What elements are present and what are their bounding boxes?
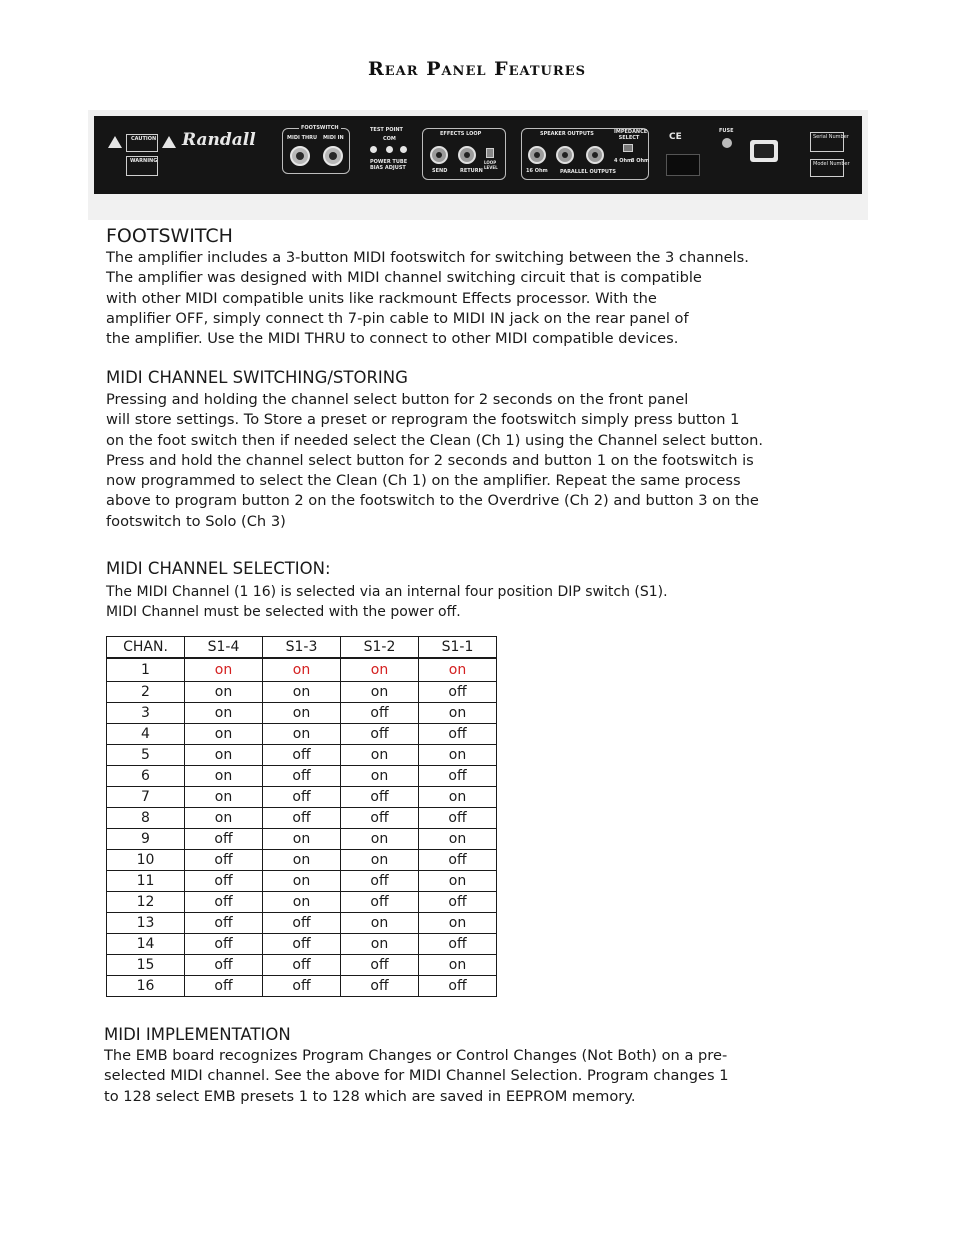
channel-cell: 12 — [107, 892, 185, 913]
switch-state-cell: on — [341, 934, 419, 955]
channel-cell: 9 — [107, 829, 185, 850]
label-plate — [666, 154, 700, 176]
channel-cell: 5 — [107, 745, 185, 766]
switch-state-cell: off — [263, 808, 341, 829]
selection-heading: MIDI CHANNEL SELECTION: — [106, 559, 331, 578]
switch-state-cell: on — [419, 913, 497, 934]
channel-cell: 7 — [107, 787, 185, 808]
switch-state-cell: off — [185, 850, 263, 871]
switch-state-cell: off — [185, 976, 263, 997]
table-row — [107, 892, 497, 913]
switch-state-cell: on — [419, 745, 497, 766]
switch-state-cell: off — [419, 892, 497, 913]
footswitch-heading: FOOTSWITCH — [106, 225, 233, 247]
com-label: COM — [383, 136, 396, 142]
column-header: S1-4 — [185, 637, 263, 659]
table-row — [107, 976, 497, 997]
test-point-dot — [386, 146, 393, 153]
channel-cell: 10 — [107, 850, 185, 871]
switch-state-cell: on — [419, 829, 497, 850]
switch-state-cell: on — [263, 682, 341, 703]
warning-triangle-icon — [108, 136, 122, 148]
switch-state-cell: off — [341, 808, 419, 829]
speaker-output-jack — [586, 146, 604, 164]
bias-adjust-label: POWER TUBE BIAS ADJUST — [370, 159, 408, 171]
channel-cell: 8 — [107, 808, 185, 829]
switch-state-cell: off — [341, 892, 419, 913]
switch-state-cell: on — [185, 787, 263, 808]
dip-switch-table — [106, 636, 497, 997]
switch-state-cell: off — [419, 724, 497, 745]
switch-state-cell: on — [419, 871, 497, 892]
switch-state-cell: off — [263, 745, 341, 766]
switch-state-cell: off — [185, 934, 263, 955]
switch-state-cell: off — [263, 955, 341, 976]
table-row — [107, 934, 497, 955]
switch-state-cell: off — [341, 703, 419, 724]
implementation-text: The EMB board recognizes Program Changes or Control Changes (Not Both) on a pre- selected MIDI channel. See the above for MIDI Channel Selection. Program changes 1 to 128 select EMB presets 1 to 128 which are saved in EEPROM memory. — [104, 1047, 729, 1105]
switch-state-cell: on — [185, 724, 263, 745]
table-row — [107, 787, 497, 808]
8-ohm-label: 8 Ohm — [631, 158, 650, 164]
column-header: S1-2 — [341, 637, 419, 659]
midi-in-label: MIDI IN — [323, 135, 344, 141]
table-row — [107, 955, 497, 976]
serial-number-plate: Serial Number — [810, 132, 844, 152]
warning-plate: WARNING — [126, 156, 158, 176]
table-row — [107, 766, 497, 787]
switch-state-cell: on — [263, 724, 341, 745]
switch-state-cell: off — [185, 892, 263, 913]
midi-thru-label: MIDI THRU — [287, 135, 318, 141]
test-point-dot — [400, 146, 407, 153]
switching-heading: MIDI CHANNEL SWITCHING/STORING — [106, 368, 408, 387]
power-inlet — [750, 140, 778, 162]
return-jack — [458, 146, 476, 164]
switch-state-cell: on — [185, 658, 263, 682]
switch-state-cell: off — [419, 766, 497, 787]
switch-state-cell: on — [185, 745, 263, 766]
switch-state-cell: off — [341, 724, 419, 745]
midi-in-jack — [323, 146, 343, 166]
switch-state-cell: on — [341, 658, 419, 682]
switch-state-cell: on — [185, 808, 263, 829]
table-row — [107, 745, 497, 766]
4-ohm-label: 4 Ohm — [614, 158, 633, 164]
fuse-label: FUSE — [719, 128, 734, 134]
send-label: SEND — [432, 168, 448, 174]
channel-cell: 6 — [107, 766, 185, 787]
switch-state-cell: off — [263, 766, 341, 787]
switch-state-cell: on — [341, 913, 419, 934]
channel-cell: 16 — [107, 976, 185, 997]
switch-state-cell: on — [263, 829, 341, 850]
switch-state-cell: on — [263, 871, 341, 892]
table-row — [107, 724, 497, 745]
switch-state-cell: off — [263, 787, 341, 808]
rear-panel — [94, 116, 862, 194]
16-ohm-label: 16 Ohm — [526, 168, 548, 174]
effects-loop-label: EFFECTS LOOP — [440, 131, 482, 137]
table-row — [107, 703, 497, 724]
parallel-outputs-label: PARALLEL OUTPUTS — [560, 169, 616, 175]
switch-state-cell: off — [341, 871, 419, 892]
switch-state-cell: off — [419, 934, 497, 955]
column-header: CHAN. — [107, 637, 185, 659]
table-row — [107, 682, 497, 703]
switch-state-cell: on — [185, 766, 263, 787]
channel-cell: 14 — [107, 934, 185, 955]
switch-state-cell: off — [419, 850, 497, 871]
table-row — [107, 871, 497, 892]
implementation-heading: MIDI IMPLEMENTATION — [104, 1025, 291, 1044]
switch-state-cell: on — [341, 682, 419, 703]
speaker-output-jack — [556, 146, 574, 164]
table-row — [107, 658, 497, 682]
switch-state-cell: on — [185, 703, 263, 724]
switch-state-cell: on — [263, 850, 341, 871]
footswitch-text: The amplifier includes a 3-button MIDI footswitch for switching between the 3 channels. The amplifier was designed with MIDI channel switching circuit that is compatible with other MIDI compatible units like rackmount Effects processor. With the amplifier OFF, simply connect th 7-pin cable to MIDI IN jack on the rear panel of the amplifier. Use the MIDI THRU to connect to other MIDI compatible devices. — [106, 249, 749, 348]
impedance-switch — [623, 144, 633, 152]
table-row — [107, 829, 497, 850]
table-header-row — [107, 637, 497, 659]
switch-state-cell: off — [263, 976, 341, 997]
loop-level-control — [486, 148, 494, 158]
switch-state-cell: on — [419, 703, 497, 724]
switch-state-cell: on — [263, 658, 341, 682]
switch-state-cell: off — [341, 976, 419, 997]
switch-state-cell: off — [419, 808, 497, 829]
switch-state-cell: off — [341, 787, 419, 808]
warning-triangle-icon — [162, 136, 176, 148]
fuse-holder — [722, 138, 732, 148]
midi-thru-jack — [290, 146, 310, 166]
page-title: Rear Panel Features — [367, 58, 586, 80]
switch-state-cell: off — [419, 682, 497, 703]
return-label: RETURN — [460, 168, 483, 174]
column-header: S1-1 — [419, 637, 497, 659]
column-header: S1-3 — [263, 637, 341, 659]
switch-state-cell: on — [341, 850, 419, 871]
rear-panel-image — [88, 110, 868, 220]
switch-state-cell: on — [341, 745, 419, 766]
switch-state-cell: on — [419, 787, 497, 808]
switch-state-cell: off — [263, 934, 341, 955]
ce-mark-icon: CE — [669, 132, 682, 142]
loop-level-label: LOOP LEVEL — [484, 160, 498, 170]
table-row — [107, 913, 497, 934]
impedance-select-label: IMPEDANCE SELECT — [614, 129, 648, 141]
footswitch-label: FOOTSWITCH — [301, 125, 339, 131]
switch-state-cell: on — [341, 766, 419, 787]
model-number-plate: Model Number — [810, 159, 844, 177]
switch-state-cell: on — [419, 658, 497, 682]
switch-state-cell: off — [419, 976, 497, 997]
switching-text: Pressing and holding the channel select button for 2 seconds on the front panel will store settings. To Store a preset or reprogram the footswitch simply press button 1 on the foot switch then if needed select the Clean (Ch 1) using the Channel select button. Press and hold the channel select button for 2 seconds and button 1 on the footswitch is now programmed to select the Clean (Ch 1) on the amplifier. Repeat the same process above to program button 2 on the footswitch to the Overdrive (Ch 2) and button 3 on the footswitch to Solo (Ch 3) — [106, 391, 764, 530]
switch-state-cell: on — [341, 829, 419, 850]
selection-text: The MIDI Channel (1 16) is selected via an internal four position DIP switch (S1). MIDI Channel must be selected with the power off. — [106, 584, 668, 620]
switch-state-cell: on — [419, 955, 497, 976]
switch-state-cell: on — [263, 703, 341, 724]
send-jack — [430, 146, 448, 164]
channel-cell: 4 — [107, 724, 185, 745]
channel-cell: 11 — [107, 871, 185, 892]
switch-state-cell: on — [263, 892, 341, 913]
switch-state-cell: on — [185, 682, 263, 703]
caution-plate: CAUTION — [126, 134, 158, 152]
channel-cell: 13 — [107, 913, 185, 934]
switch-state-cell: off — [185, 913, 263, 934]
channel-cell: 2 — [107, 682, 185, 703]
switch-state-cell: off — [185, 871, 263, 892]
switch-state-cell: off — [263, 913, 341, 934]
switch-state-cell: off — [185, 955, 263, 976]
channel-cell: 3 — [107, 703, 185, 724]
speaker-output-jack — [528, 146, 546, 164]
table-row — [107, 850, 497, 871]
channel-cell: 15 — [107, 955, 185, 976]
test-point-dot — [370, 146, 377, 153]
switch-state-cell: off — [341, 955, 419, 976]
speaker-outputs-label: SPEAKER OUTPUTS — [540, 131, 594, 137]
table-row — [107, 808, 497, 829]
switch-state-cell: off — [185, 829, 263, 850]
channel-cell: 1 — [107, 658, 185, 682]
test-point-label: TEST POINT — [370, 127, 403, 133]
brand-logo: Randall — [182, 130, 256, 150]
